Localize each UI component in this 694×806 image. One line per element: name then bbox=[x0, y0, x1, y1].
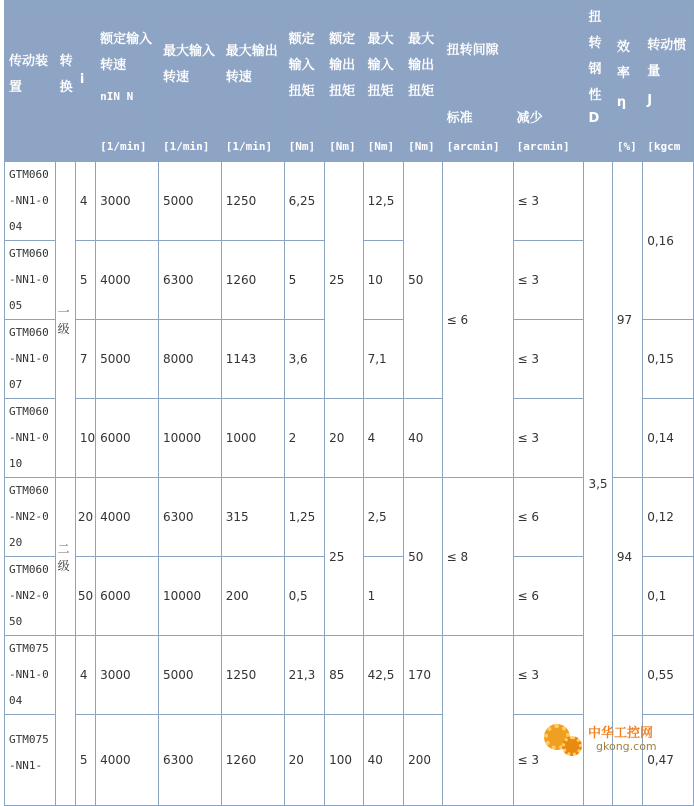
table-row bbox=[5, 162, 694, 241]
max-input-speed-cell: 6300 bbox=[158, 715, 221, 806]
ratio-cell: 10 bbox=[75, 399, 95, 478]
rated-input-torque-cell: 2 bbox=[284, 399, 325, 478]
inertia-cell: 0,15 bbox=[643, 320, 694, 399]
ratio-cell: 5 bbox=[75, 715, 95, 806]
header-max-output-torque: 最大输出扭矩 [Nm] bbox=[404, 1, 443, 162]
watermark-url: gkong.com bbox=[596, 740, 657, 753]
rated-input-torque-cell: 20 bbox=[284, 715, 325, 806]
max-output-torque-cell: 40 bbox=[404, 399, 443, 478]
rated-input-torque-cell: 5 bbox=[284, 241, 325, 320]
model-cell: GTM060-NN2-050 bbox=[5, 557, 56, 636]
max-input-speed-cell: 5000 bbox=[158, 162, 221, 241]
backlash-reduced-cell: ≤ 3 bbox=[513, 320, 584, 399]
model-cell: GTM075-NN1-004 bbox=[5, 636, 56, 715]
backlash-reduced-cell: ≤ 3 bbox=[513, 715, 584, 806]
ratio-cell: 5 bbox=[75, 241, 95, 320]
rated-input-torque-cell: 3,6 bbox=[284, 320, 325, 399]
backlash-reduced-cell: ≤ 6 bbox=[513, 478, 584, 557]
efficiency-cell: 94 bbox=[612, 478, 642, 636]
max-input-speed-cell: 10000 bbox=[158, 399, 221, 478]
rated-input-speed-cell: 6000 bbox=[96, 399, 159, 478]
model-cell: GTM060-NN1-010 bbox=[5, 399, 56, 478]
ratio-cell: 7 bbox=[75, 320, 95, 399]
model-cell: GTM075-NN1- bbox=[5, 715, 56, 806]
rated-output-torque-cell: 20 bbox=[325, 399, 364, 478]
rated-input-speed-cell: 4000 bbox=[96, 241, 159, 320]
max-input-torque-cell: 10 bbox=[363, 241, 404, 320]
backlash-reduced-cell: ≤ 6 bbox=[513, 557, 584, 636]
rated-input-speed-cell: 6000 bbox=[96, 557, 159, 636]
gearbox-spec-table bbox=[4, 0, 694, 806]
header-efficiency: 效率 η [%] bbox=[612, 1, 642, 162]
max-input-torque-cell: 40 bbox=[363, 715, 404, 806]
max-output-speed-cell: 1000 bbox=[221, 399, 284, 478]
header-rated-input-torque: 额定输入扭矩 [Nm] bbox=[284, 1, 325, 162]
max-output-speed-cell: 1143 bbox=[221, 320, 284, 399]
rated-input-speed-cell: 4000 bbox=[96, 478, 159, 557]
header-backlash-title: 扭转间隙 bbox=[446, 43, 499, 58]
backlash-standard-cell: ≤ 8 bbox=[442, 478, 513, 636]
max-input-speed-cell: 8000 bbox=[158, 320, 221, 399]
inertia-cell: 0,14 bbox=[643, 399, 694, 478]
max-input-speed-cell: 6300 bbox=[158, 478, 221, 557]
rated-input-torque-cell: 6,25 bbox=[284, 162, 325, 241]
max-input-torque-cell: 42,5 bbox=[363, 636, 404, 715]
max-output-speed-cell: 1260 bbox=[221, 715, 284, 806]
max-output-torque-cell: 50 bbox=[404, 478, 443, 636]
max-input-torque-cell: 1 bbox=[363, 557, 404, 636]
rated-input-torque-cell: 21,3 bbox=[284, 636, 325, 715]
backlash-reduced-cell: ≤ 3 bbox=[513, 162, 584, 241]
backlash-standard-cell bbox=[442, 636, 513, 806]
model-cell: GTM060-NN2-020 bbox=[5, 478, 56, 557]
header-rated-input-speed: 额定输入转速 nIN N [1/min] bbox=[96, 1, 159, 162]
header-backlash-unit-std: [arcmin] bbox=[446, 140, 500, 153]
header-max-input-torque: 最大输入扭矩 [Nm] bbox=[363, 1, 404, 162]
header-max-output-speed: 最大输出转速 [1/min] bbox=[221, 1, 284, 162]
backlash-reduced-cell: ≤ 3 bbox=[513, 399, 584, 478]
max-output-speed-cell: 200 bbox=[221, 557, 284, 636]
stage-cell bbox=[55, 636, 75, 806]
stage-cell: 一级 bbox=[55, 162, 75, 478]
rated-input-speed-cell: 3000 bbox=[96, 636, 159, 715]
header-backlash-unit-red: [arcmin] bbox=[516, 140, 570, 153]
inertia-cell: 0,12 bbox=[643, 478, 694, 557]
rated-input-speed-cell: 5000 bbox=[96, 320, 159, 399]
backlash-reduced-cell: ≤ 3 bbox=[513, 636, 584, 715]
ratio-cell: 50 bbox=[75, 557, 95, 636]
max-output-torque-cell: 50 bbox=[404, 162, 443, 399]
max-input-torque-cell: 4 bbox=[363, 399, 404, 478]
header-ratio: i bbox=[75, 1, 95, 162]
backlash-reduced-cell: ≤ 3 bbox=[513, 241, 584, 320]
max-input-torque-cell: 7,1 bbox=[363, 320, 404, 399]
max-input-speed-cell: 6300 bbox=[158, 241, 221, 320]
max-output-speed-cell: 1250 bbox=[221, 636, 284, 715]
rated-input-torque-cell: 0,5 bbox=[284, 557, 325, 636]
inertia-cell: 0,55 bbox=[643, 636, 694, 715]
inertia-cell: 0,16 bbox=[643, 162, 694, 320]
rated-input-speed-cell: 3000 bbox=[96, 162, 159, 241]
max-output-torque-cell: 170 bbox=[404, 636, 443, 715]
max-output-speed-cell: 1260 bbox=[221, 241, 284, 320]
max-input-speed-cell: 5000 bbox=[158, 636, 221, 715]
model-cell: GTM060-NN1-005 bbox=[5, 241, 56, 320]
backlash-standard-cell: ≤ 6 bbox=[442, 162, 513, 478]
inertia-cell: 0,47 bbox=[643, 715, 694, 806]
model-cell: GTM060-NN1-004 bbox=[5, 162, 56, 241]
max-input-torque-cell: 12,5 bbox=[363, 162, 404, 241]
header-backlash-standard: 标准 bbox=[446, 111, 473, 126]
ratio-cell: 20 bbox=[75, 478, 95, 557]
efficiency-cell: 97 bbox=[612, 162, 642, 478]
watermark-name: 中华工控网 bbox=[588, 726, 654, 741]
ratio-cell: 4 bbox=[75, 636, 95, 715]
header-backlash-reduced: 减少 bbox=[516, 111, 543, 126]
model-cell: GTM060-NN1-007 bbox=[5, 320, 56, 399]
header-inertia: 转动惯量 J [kgcm bbox=[643, 1, 694, 162]
header-stiffness: 扭转钢性 D bbox=[584, 1, 612, 162]
rated-output-torque-cell: 25 bbox=[325, 478, 364, 636]
rated-output-torque-cell: 25 bbox=[325, 162, 364, 399]
header-max-input-speed: 最大输入转速 [1/min] bbox=[158, 1, 221, 162]
max-input-speed-cell: 10000 bbox=[158, 557, 221, 636]
rated-input-speed-cell: 4000 bbox=[96, 715, 159, 806]
max-input-torque-cell: 2,5 bbox=[363, 478, 404, 557]
header-backlash bbox=[442, 1, 584, 162]
rated-output-torque-cell: 85 bbox=[325, 636, 364, 715]
ratio-cell: 4 bbox=[75, 162, 95, 241]
watermark-logo bbox=[544, 720, 674, 760]
stiffness-cell: 3,5 bbox=[584, 162, 612, 806]
inertia-cell: 0,1 bbox=[643, 557, 694, 636]
stage-cell: 二级 bbox=[55, 478, 75, 636]
rated-input-torque-cell: 1,25 bbox=[284, 478, 325, 557]
max-output-torque-cell: 200 bbox=[404, 715, 443, 806]
header-stage: 转换 bbox=[55, 1, 75, 162]
header-drive: 传动装置 bbox=[5, 1, 56, 162]
header-rated-output-torque: 额定输出扭矩 [Nm] bbox=[325, 1, 364, 162]
gear-icon bbox=[562, 736, 582, 756]
rated-output-torque-cell: 100 bbox=[325, 715, 364, 806]
max-output-speed-cell: 1250 bbox=[221, 162, 284, 241]
max-output-speed-cell: 315 bbox=[221, 478, 284, 557]
